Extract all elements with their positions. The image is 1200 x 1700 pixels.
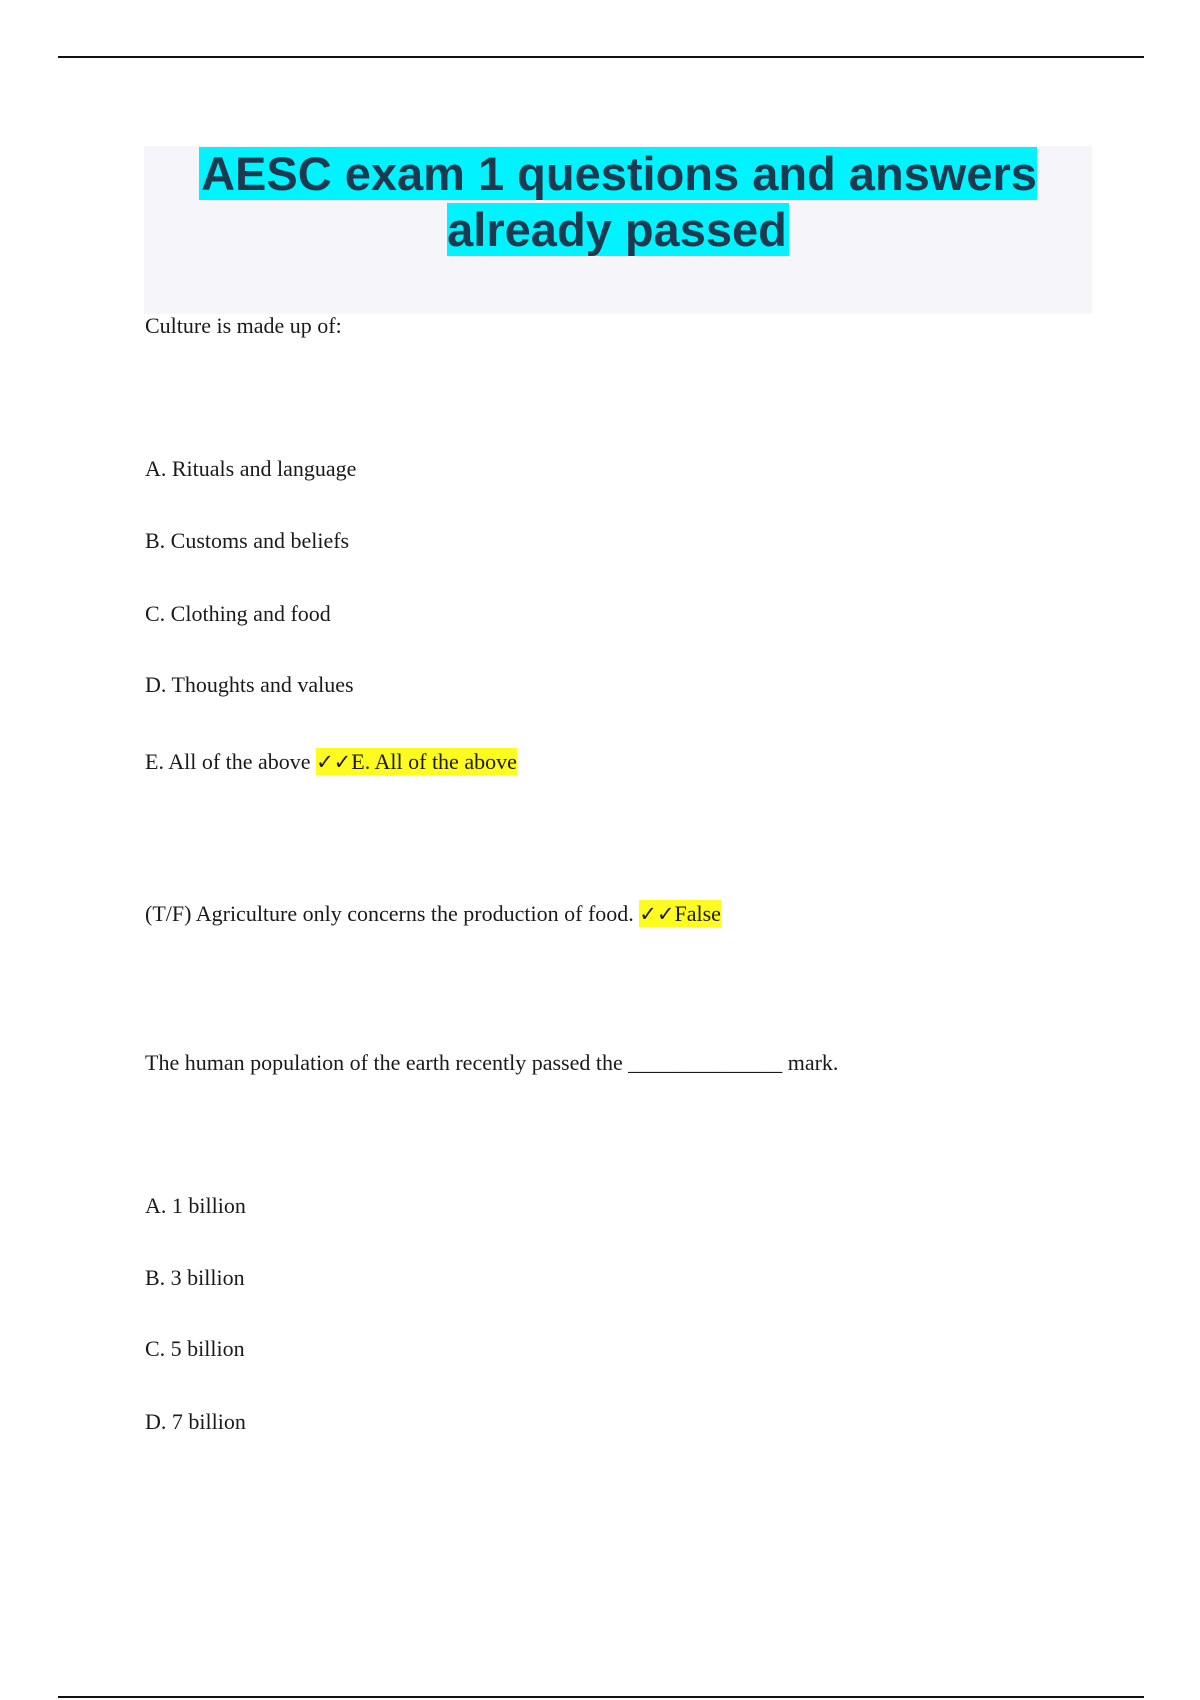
- question-1-option-d: D. Thoughts and values: [145, 672, 354, 697]
- question-1-text: Culture is made up of:: [145, 313, 342, 338]
- top-rule: [58, 56, 1144, 58]
- question-2-answer: False: [674, 901, 721, 926]
- question-1-answer-highlight: [316, 748, 517, 775]
- double-check-icon: ✓✓: [316, 750, 352, 774]
- question-1-option-e: E. All of the above: [145, 749, 311, 774]
- question-2-text: (T/F) Agriculture only concerns the production of food.: [145, 901, 634, 926]
- question-1-option-a: A. Rituals and language: [145, 456, 357, 481]
- document-title: [144, 146, 1092, 258]
- question-2-row: [145, 900, 721, 928]
- question-3-option-a: A. 1 billion: [145, 1193, 246, 1218]
- question-1-answer: E. All of the above: [351, 749, 517, 774]
- question-3-option-d: D. 7 billion: [145, 1409, 246, 1434]
- bottom-rule: [58, 1696, 1144, 1698]
- question-1-option-b: B. Customs and beliefs: [145, 528, 350, 553]
- document-title-text: AESC exam 1 questions and answers already passed: [201, 147, 1037, 256]
- question-2-answer-highlight: [639, 900, 721, 927]
- title-banner: [144, 146, 1092, 314]
- question-3-option-b: B. 3 billion: [145, 1265, 245, 1290]
- question-3-text: The human population of the earth recently passed the ______________ mark.: [145, 1050, 839, 1075]
- question-1-option-c: C. Clothing and food: [145, 601, 331, 626]
- double-check-icon: ✓✓: [639, 902, 675, 926]
- question-3-option-c: C. 5 billion: [145, 1336, 245, 1361]
- question-1-option-e-row: [145, 748, 517, 776]
